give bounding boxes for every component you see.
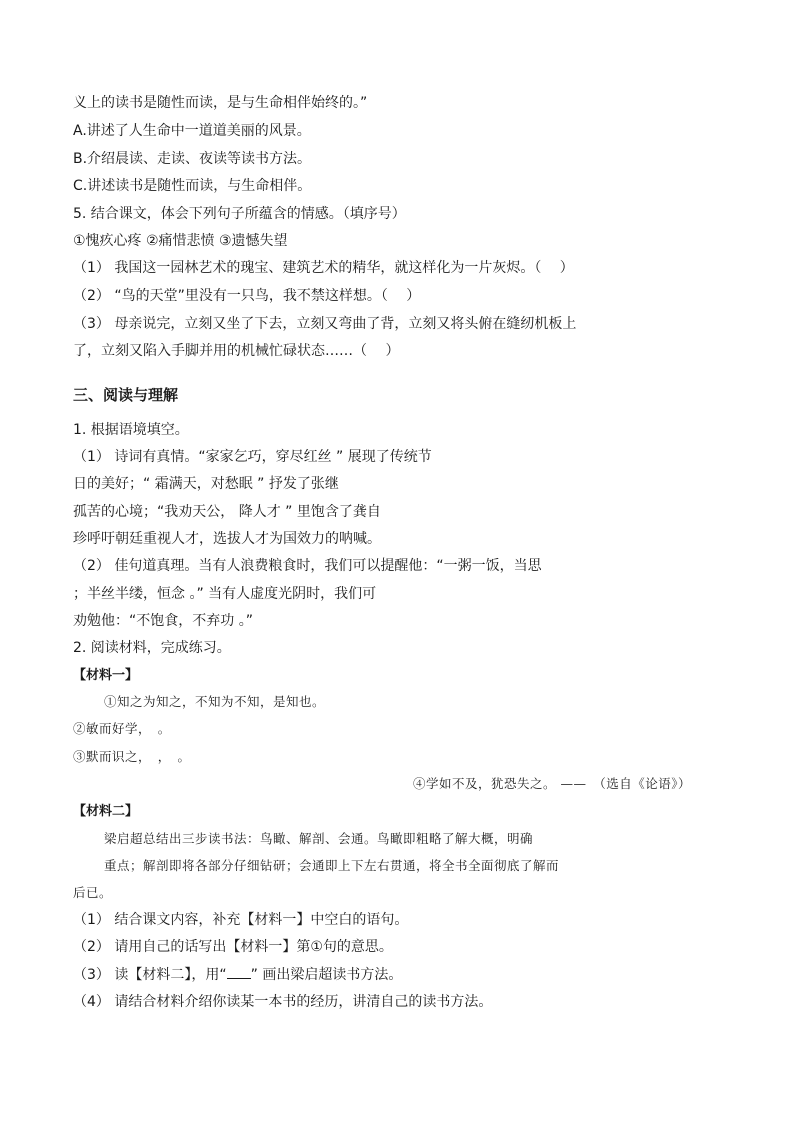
question-5-item-3: （3） 母亲说完，立刻又坐了下去，立刻又弯曲了背，立刻又将头俯在缝纫机板上 <box>73 316 577 332</box>
material-2-line-1: 梁启超总结出三步读书法：鸟瞰、解剖、会通。鸟瞰即粗略了解大概，明确 <box>104 831 534 846</box>
question-1-1-line-c: 孤苦的心境；“我劝天公， 降人才 ” 里饱含了龚自 <box>73 504 381 520</box>
material-1-line-3: ③默而识之， ， 。 <box>73 749 191 764</box>
sub-question-3-prefix: （3） 读【材料二】，用“ <box>73 967 227 983</box>
question-1: 1. 根据语境填空。 <box>73 422 189 438</box>
question-2: 2. 阅读材料，完成练习。 <box>73 640 231 656</box>
question-1-2-line-a: （2） 佳句道真理。当有人浪费粮食时，我们可以提醒他：“一粥一饭，当思 <box>73 558 542 574</box>
material-2-line-3: 后已。 <box>73 885 113 900</box>
option-c: C.讲述读书是随性而读，与生命相伴。 <box>73 178 312 194</box>
question-5-item-3-cont: 了，立刻又陷入手脚并用的机械忙碌状态……（ ） <box>73 343 400 359</box>
material-1-line-1: ①知之为知之，不知为不知，是知也。 <box>104 694 326 709</box>
section-heading: 三、阅读与理解 <box>73 386 179 404</box>
question-1-1-line-a: （1） 诗词有真情。“家家乞巧，穿尽红丝 ” 展现了传统节 <box>73 449 432 465</box>
sub-question-2: （2） 请用自己的话写出【材料一】第①句的意思。 <box>73 939 393 955</box>
material-1-line-4: ④学如不及，犹恐失之。 —— （选自《论语》） <box>413 776 691 791</box>
sub-question-1: （1） 结合课文内容，补充【材料一】中空白的语句。 <box>73 912 409 928</box>
material-2-label: 【材料二】 <box>73 804 139 819</box>
question-5: 5. 结合课文，体会下列句子所蕴含的情感。（填序号） <box>73 206 406 222</box>
question-5-options: ①愧疚心疼 ②痛惜悲愤 ③遗憾失望 <box>73 233 288 249</box>
sub-question-3 <box>73 966 402 984</box>
question-1-1-line-d: 珍呼吁朝廷重视人才，选拔人才为国效力的呐喊。 <box>73 531 381 547</box>
underline-mark <box>227 966 251 979</box>
question-1-2-line-c: 劝勉他：“不饱食，不弃功 。” <box>73 613 253 629</box>
question-5-item-1: （1） 我国这一园林艺术的瑰宝、建筑艺术的精华，就这样化为一片灰烬。（ ） <box>73 260 574 276</box>
question-5-item-2: （2） “鸟的天堂”里没有一只鸟，我不禁这样想。（ ） <box>73 288 421 304</box>
passage-tail-line: 义上的读书是随性而读，是与生命相伴始终的。” <box>73 95 368 111</box>
material-1-line-2: ②敏而好学， 。 <box>73 721 171 736</box>
sub-question-3-suffix: ” 画出梁启超读书方法。 <box>250 967 403 983</box>
option-b: B.介绍晨读、走读、夜读等读书方法。 <box>73 151 312 167</box>
option-a: A.讲述了人生命中一道道美丽的风景。 <box>73 123 311 139</box>
question-1-2-line-b: ；半丝半缕，恒念 。” 当有人虚度光阴时，我们可 <box>73 586 377 602</box>
question-1-1-line-b: 日的美好；“ 霜满天，对愁眠 ” 抒发了张继 <box>73 476 339 492</box>
material-2-line-2: 重点；解剖即将各部分仔细钻研；会通即上下左右贯通，将全书全面彻底了解而 <box>104 858 560 873</box>
material-1-label: 【材料一】 <box>73 668 139 683</box>
sub-question-4: （4） 请结合材料介绍你读某一本书的经历，讲清自己的读书方法。 <box>73 994 493 1010</box>
